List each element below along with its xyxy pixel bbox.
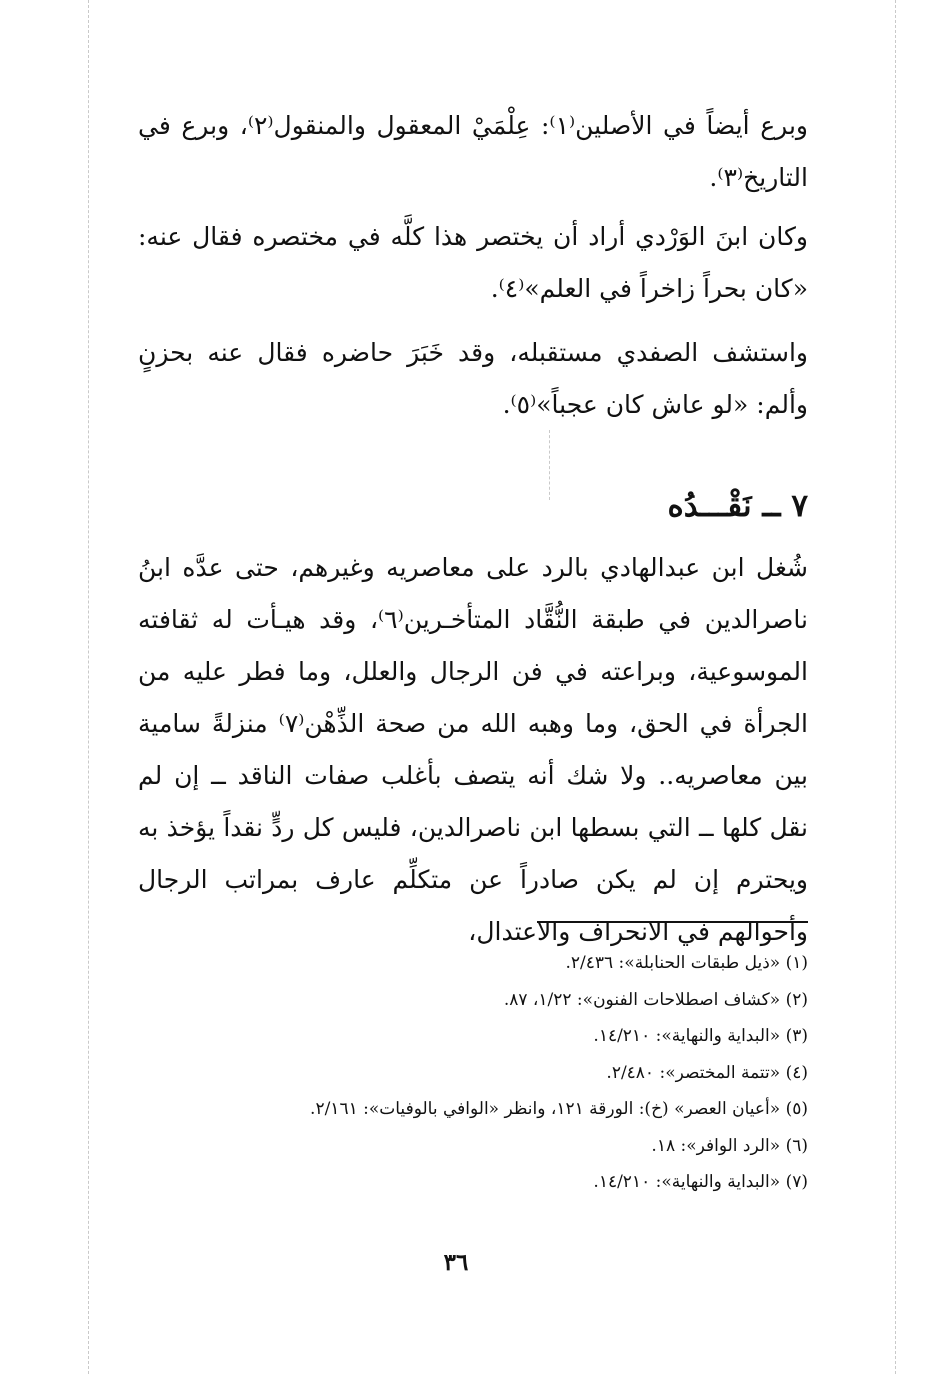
paragraph-ibn-al-wardi: وكان ابنَ الوَرْدي أراد أن يختصر هذا كلَّه في مختصره فقال عنه: «كان بحراً زاخراً في العلم»⁽٤⁾. [138,222,808,303]
footnote-item: (٣) «البداية والنهاية»: ١٤/٢١٠. [593,1026,808,1046]
footnotes-list [138,945,808,1201]
footnote-item: (٦) «الرد الوافر»: ١٨. [651,1135,808,1156]
footnote-item: (١) «ذيل طبقات الحنابلة»: ٢/٤٣٦. [565,953,808,973]
paragraph-criticism: شُغل ابن عبدالهادي بالرد على معاصريه وغيرهم، حتى عدَّه ابنُ ناصرالدين في طبقة النُّقَّاد المتأخـرين⁽٦⁾، وقد هيـأت له ثقافته الموسوعية، وبراعته في فن الرجال والعلل، وما فطر عليه من الجرأة في الحق، وما وهبه الله من صحة الذِّهْن⁽٧⁾ منزلةً سامية بين معاصريه.. ولا شك أنه يتصف بأغلب صفات الناقد ــ إن لم نقل كلها ــ التي بسطها ابن ناصرالدين، فليس كل ردٍّ نقداً يؤخذ به ويحترم إن لم يكن صادراً عن متكلِّم عارف بمراتب الرجال وأحوالهم في الانحراف والاعتدال، [138,553,809,946]
section-heading: ٧ ــ نَقْـــدُه [667,488,808,524]
footnote-item: (٧) «البداية والنهاية»: ١٤/٢١٠. [593,1172,808,1192]
scan-fold-line-right [895,0,896,1374]
scan-fold-line-left [88,0,89,1374]
page-number: ٣٦ [443,1249,469,1276]
footnote-item: (٤) «تتمة المختصر»: ٢/٤٨٠. [606,1062,808,1083]
scan-fold-line-center [549,430,550,500]
footnote-item: (٥) «أعيان العصر» (خ): الورقة ١٢١، وانظر «الوافي بالوفيات»: ٢/١٦١. [310,1099,808,1119]
paragraph-excellence: وبرع أيضاً في الأصلين⁽١⁾: عِلْمَيْ المعقول والمنقول⁽٢⁾، وبرع في التاريخ⁽٣⁾. [138,111,808,192]
paragraph-al-safadi: واستشف الصفدي مستقبله، وقد خَبَرَ حاضره فقال عنه بحزنٍ وألم: «لو عاش كان عجباً»⁽٥⁾. [138,338,808,419]
footnote-divider [537,921,808,923]
footnote-item: (٢) «كشاف اصطلاحات الفنون»: ١/٢٢، ٨٧. [503,989,808,1010]
